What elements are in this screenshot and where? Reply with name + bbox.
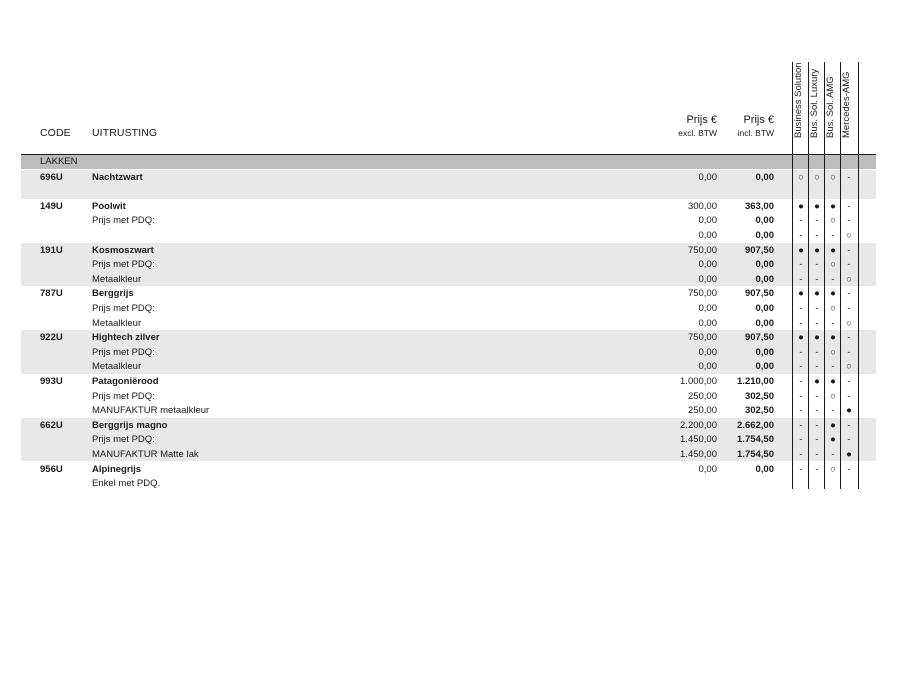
availability-mark: -: [799, 273, 803, 285]
price-excl-btw: 0,00: [698, 302, 717, 314]
availability-mark: ○: [846, 361, 852, 373]
price-excl-btw: 300,00: [687, 200, 717, 212]
availability-mark: ●: [846, 405, 852, 417]
table-row: [21, 403, 876, 418]
column-divider: [824, 62, 825, 489]
table-row: [21, 389, 876, 404]
option-description: Berggrijs magno: [92, 419, 168, 431]
option-description: Nachtzwart: [92, 171, 143, 183]
table-row: [21, 345, 876, 360]
option-description: Poolwit: [92, 200, 126, 212]
availability-mark: -: [847, 244, 851, 256]
availability-mark: -: [847, 375, 851, 387]
price-incl-btw: 907,50: [744, 244, 774, 256]
option-description: Prijs met PDQ:: [92, 259, 155, 271]
availability-mark: ●: [846, 448, 852, 460]
availability-mark: -: [815, 361, 819, 373]
availability-mark: -: [799, 229, 803, 241]
price-incl-btw: 0,00: [755, 215, 774, 227]
model-label: Bus. Sol. Luxury: [809, 68, 820, 138]
price-excl-btw: 0,00: [698, 273, 717, 285]
header-price-incl-title: Prijs €: [743, 114, 774, 126]
price-excl-btw: 250,00: [687, 405, 717, 417]
option-description: Prijs met PDQ:: [92, 434, 155, 446]
option-description: MANUFAKTUR metaalkleur: [92, 405, 210, 417]
table-row: [21, 374, 876, 389]
price-excl-btw: 750,00: [687, 244, 717, 256]
availability-mark: -: [847, 288, 851, 300]
column-divider: [792, 62, 793, 489]
availability-mark: ○: [830, 259, 836, 271]
price-excl-btw: 0,00: [698, 229, 717, 241]
option-code: 149U: [40, 200, 63, 212]
price-excl-btw: 0,00: [698, 259, 717, 271]
header-divider: [21, 154, 876, 155]
option-code: 956U: [40, 463, 63, 475]
availability-mark: ●: [830, 288, 836, 300]
availability-mark: -: [831, 361, 835, 373]
section-lakken: [21, 155, 876, 169]
availability-mark: -: [815, 448, 819, 460]
price-incl-btw: 363,00: [744, 200, 774, 212]
availability-mark: ●: [798, 288, 804, 300]
price-excl-btw: 0,00: [698, 171, 717, 183]
price-excl-btw: 0,00: [698, 215, 717, 227]
price-incl-btw: 1.754,50: [737, 448, 774, 460]
price-incl-btw: 0,00: [755, 317, 774, 329]
availability-mark: -: [815, 419, 819, 431]
price-incl-btw: 302,50: [744, 390, 774, 402]
header-code: CODE: [40, 127, 71, 139]
availability-mark: ○: [830, 171, 836, 183]
option-description: Enkel met PDQ.: [92, 478, 161, 490]
price-excl-btw: 0,00: [698, 463, 717, 475]
availability-mark: ○: [814, 171, 820, 183]
option-description: Hightech zilver: [92, 332, 160, 344]
column-divider: [858, 62, 859, 489]
price-excl-btw: 250,00: [687, 390, 717, 402]
price-incl-btw: 907,50: [744, 288, 774, 300]
availability-mark: -: [831, 317, 835, 329]
availability-mark: -: [815, 302, 819, 314]
availability-mark: -: [799, 375, 803, 387]
availability-mark: -: [831, 229, 835, 241]
option-code: 993U: [40, 375, 63, 387]
availability-mark: ○: [830, 215, 836, 227]
availability-mark: -: [815, 434, 819, 446]
availability-mark: ○: [830, 390, 836, 402]
option-code: 696U: [40, 171, 63, 183]
availability-mark: -: [847, 346, 851, 358]
table-row: [21, 476, 876, 491]
availability-mark: -: [799, 390, 803, 402]
price-excl-btw: 2.200,00: [680, 419, 717, 431]
availability-mark: -: [815, 229, 819, 241]
availability-mark: -: [815, 259, 819, 271]
availability-mark: ○: [846, 273, 852, 285]
price-incl-btw: 0,00: [755, 302, 774, 314]
header-equipment: UITRUSTING: [92, 127, 158, 139]
availability-mark: -: [799, 259, 803, 271]
price-incl-btw: 0,00: [755, 259, 774, 271]
model-label: Mercedes-AMG: [841, 71, 852, 138]
availability-mark: -: [815, 273, 819, 285]
header-price-incl-sub: incl. BTW: [737, 128, 774, 138]
table-row: [21, 257, 876, 272]
availability-mark: ○: [830, 302, 836, 314]
table-row: [21, 316, 876, 331]
availability-mark: ●: [830, 375, 836, 387]
price-incl-btw: 0,00: [755, 361, 774, 373]
availability-mark: -: [799, 448, 803, 460]
availability-mark: -: [847, 171, 851, 183]
availability-mark: -: [799, 346, 803, 358]
availability-mark: -: [847, 215, 851, 227]
option-description: Metaalkleur: [92, 361, 142, 373]
price-incl-btw: 0,00: [755, 463, 774, 475]
availability-mark: -: [847, 302, 851, 314]
model-header-mercedes-amg: [841, 62, 857, 138]
section-label: LAKKEN: [40, 156, 78, 167]
availability-mark: ●: [830, 200, 836, 212]
availability-mark: ○: [798, 171, 804, 183]
option-code: 662U: [40, 419, 63, 431]
availability-mark: -: [799, 419, 803, 431]
table-row: [21, 301, 876, 316]
table-row: [21, 213, 876, 228]
option-description: Kosmoszwart: [92, 244, 154, 256]
option-description: Prijs met PDQ:: [92, 346, 155, 358]
price-incl-btw: 0,00: [755, 171, 774, 183]
availability-mark: ●: [798, 200, 804, 212]
availability-mark: -: [831, 405, 835, 417]
table-row: [21, 243, 876, 258]
table-row: [21, 418, 876, 433]
table-row: [21, 170, 876, 185]
price-incl-btw: 907,50: [744, 332, 774, 344]
availability-mark: -: [847, 332, 851, 344]
price-incl-btw: 1.754,50: [737, 434, 774, 446]
availability-mark: ●: [814, 200, 820, 212]
availability-mark: ●: [830, 332, 836, 344]
availability-mark: -: [831, 448, 835, 460]
availability-mark: -: [799, 361, 803, 373]
header-price-excl-sub: excl. BTW: [678, 128, 717, 138]
price-excl-btw: 750,00: [687, 332, 717, 344]
price-incl-btw: 1.210,00: [737, 375, 774, 387]
price-incl-btw: 0,00: [755, 273, 774, 285]
price-incl-btw: 0,00: [755, 346, 774, 358]
availability-mark: ●: [830, 244, 836, 256]
availability-mark: -: [815, 215, 819, 227]
price-excl-btw: 1.000,00: [680, 375, 717, 387]
model-header-bus-sol-luxury: [809, 62, 825, 138]
availability-mark: -: [799, 302, 803, 314]
availability-mark: ●: [814, 244, 820, 256]
availability-mark: ○: [846, 317, 852, 329]
availability-mark: -: [847, 259, 851, 271]
availability-mark: -: [815, 317, 819, 329]
price-excl-btw: 750,00: [687, 288, 717, 300]
availability-mark: ○: [846, 229, 852, 241]
table-row: [21, 359, 876, 374]
table-row: [21, 199, 876, 214]
option-description: MANUFAKTUR Matte lak: [92, 448, 199, 460]
option-description: Berggrijs: [92, 288, 134, 300]
availability-mark: ○: [830, 463, 836, 475]
availability-mark: -: [799, 405, 803, 417]
availability-mark: -: [815, 405, 819, 417]
availability-mark: -: [799, 463, 803, 475]
availability-mark: -: [799, 434, 803, 446]
availability-mark: -: [799, 317, 803, 329]
option-description: Alpinegrijs: [92, 463, 142, 475]
availability-mark: ●: [830, 434, 836, 446]
price-excl-btw: 0,00: [698, 317, 717, 329]
availability-mark: ●: [798, 332, 804, 344]
header-price-incl: [694, 114, 774, 138]
option-description: Metaalkleur: [92, 317, 142, 329]
availability-mark: -: [847, 434, 851, 446]
model-label: Business Solution: [793, 62, 804, 138]
column-divider: [808, 62, 809, 489]
table-row: [21, 184, 876, 199]
table-row: [21, 286, 876, 301]
availability-mark: ○: [830, 346, 836, 358]
option-code: 191U: [40, 244, 63, 256]
availability-mark: -: [847, 200, 851, 212]
table-row: [21, 462, 876, 477]
availability-mark: -: [847, 419, 851, 431]
availability-mark: ●: [814, 375, 820, 387]
availability-mark: -: [847, 390, 851, 402]
price-incl-btw: 2.662,00: [737, 419, 774, 431]
availability-mark: ●: [814, 288, 820, 300]
model-label: Bus. Sol. AMG: [825, 76, 836, 138]
availability-mark: -: [815, 346, 819, 358]
option-description: Prijs met PDQ:: [92, 302, 155, 314]
header-price-excl-title: Prijs €: [686, 114, 717, 126]
price-excl-btw: 1.450,00: [680, 448, 717, 460]
option-description: Prijs met PDQ:: [92, 215, 155, 227]
availability-mark: -: [815, 390, 819, 402]
availability-mark: -: [815, 463, 819, 475]
table-row: [21, 272, 876, 287]
price-excl-btw: 0,00: [698, 361, 717, 373]
option-description: Prijs met PDQ:: [92, 390, 155, 402]
price-excl-btw: 0,00: [698, 346, 717, 358]
availability-mark: ●: [798, 244, 804, 256]
model-header-bus-sol-amg: [825, 62, 841, 138]
availability-mark: -: [847, 463, 851, 475]
availability-mark: ●: [814, 332, 820, 344]
column-divider: [840, 62, 841, 489]
table-row: [21, 330, 876, 345]
availability-mark: ●: [830, 419, 836, 431]
table-row: [21, 447, 876, 462]
option-description: Metaalkleur: [92, 273, 142, 285]
price-excl-btw: 1.450,00: [680, 434, 717, 446]
price-incl-btw: 302,50: [744, 405, 774, 417]
availability-mark: -: [831, 273, 835, 285]
table-row: [21, 432, 876, 447]
availability-mark: -: [799, 215, 803, 227]
option-description: Patagoniërood: [92, 375, 159, 387]
price-incl-btw: 0,00: [755, 229, 774, 241]
option-code: 922U: [40, 332, 63, 344]
model-header-business-solution: [793, 62, 809, 138]
option-code: 787U: [40, 288, 63, 300]
table-row: [21, 228, 876, 243]
